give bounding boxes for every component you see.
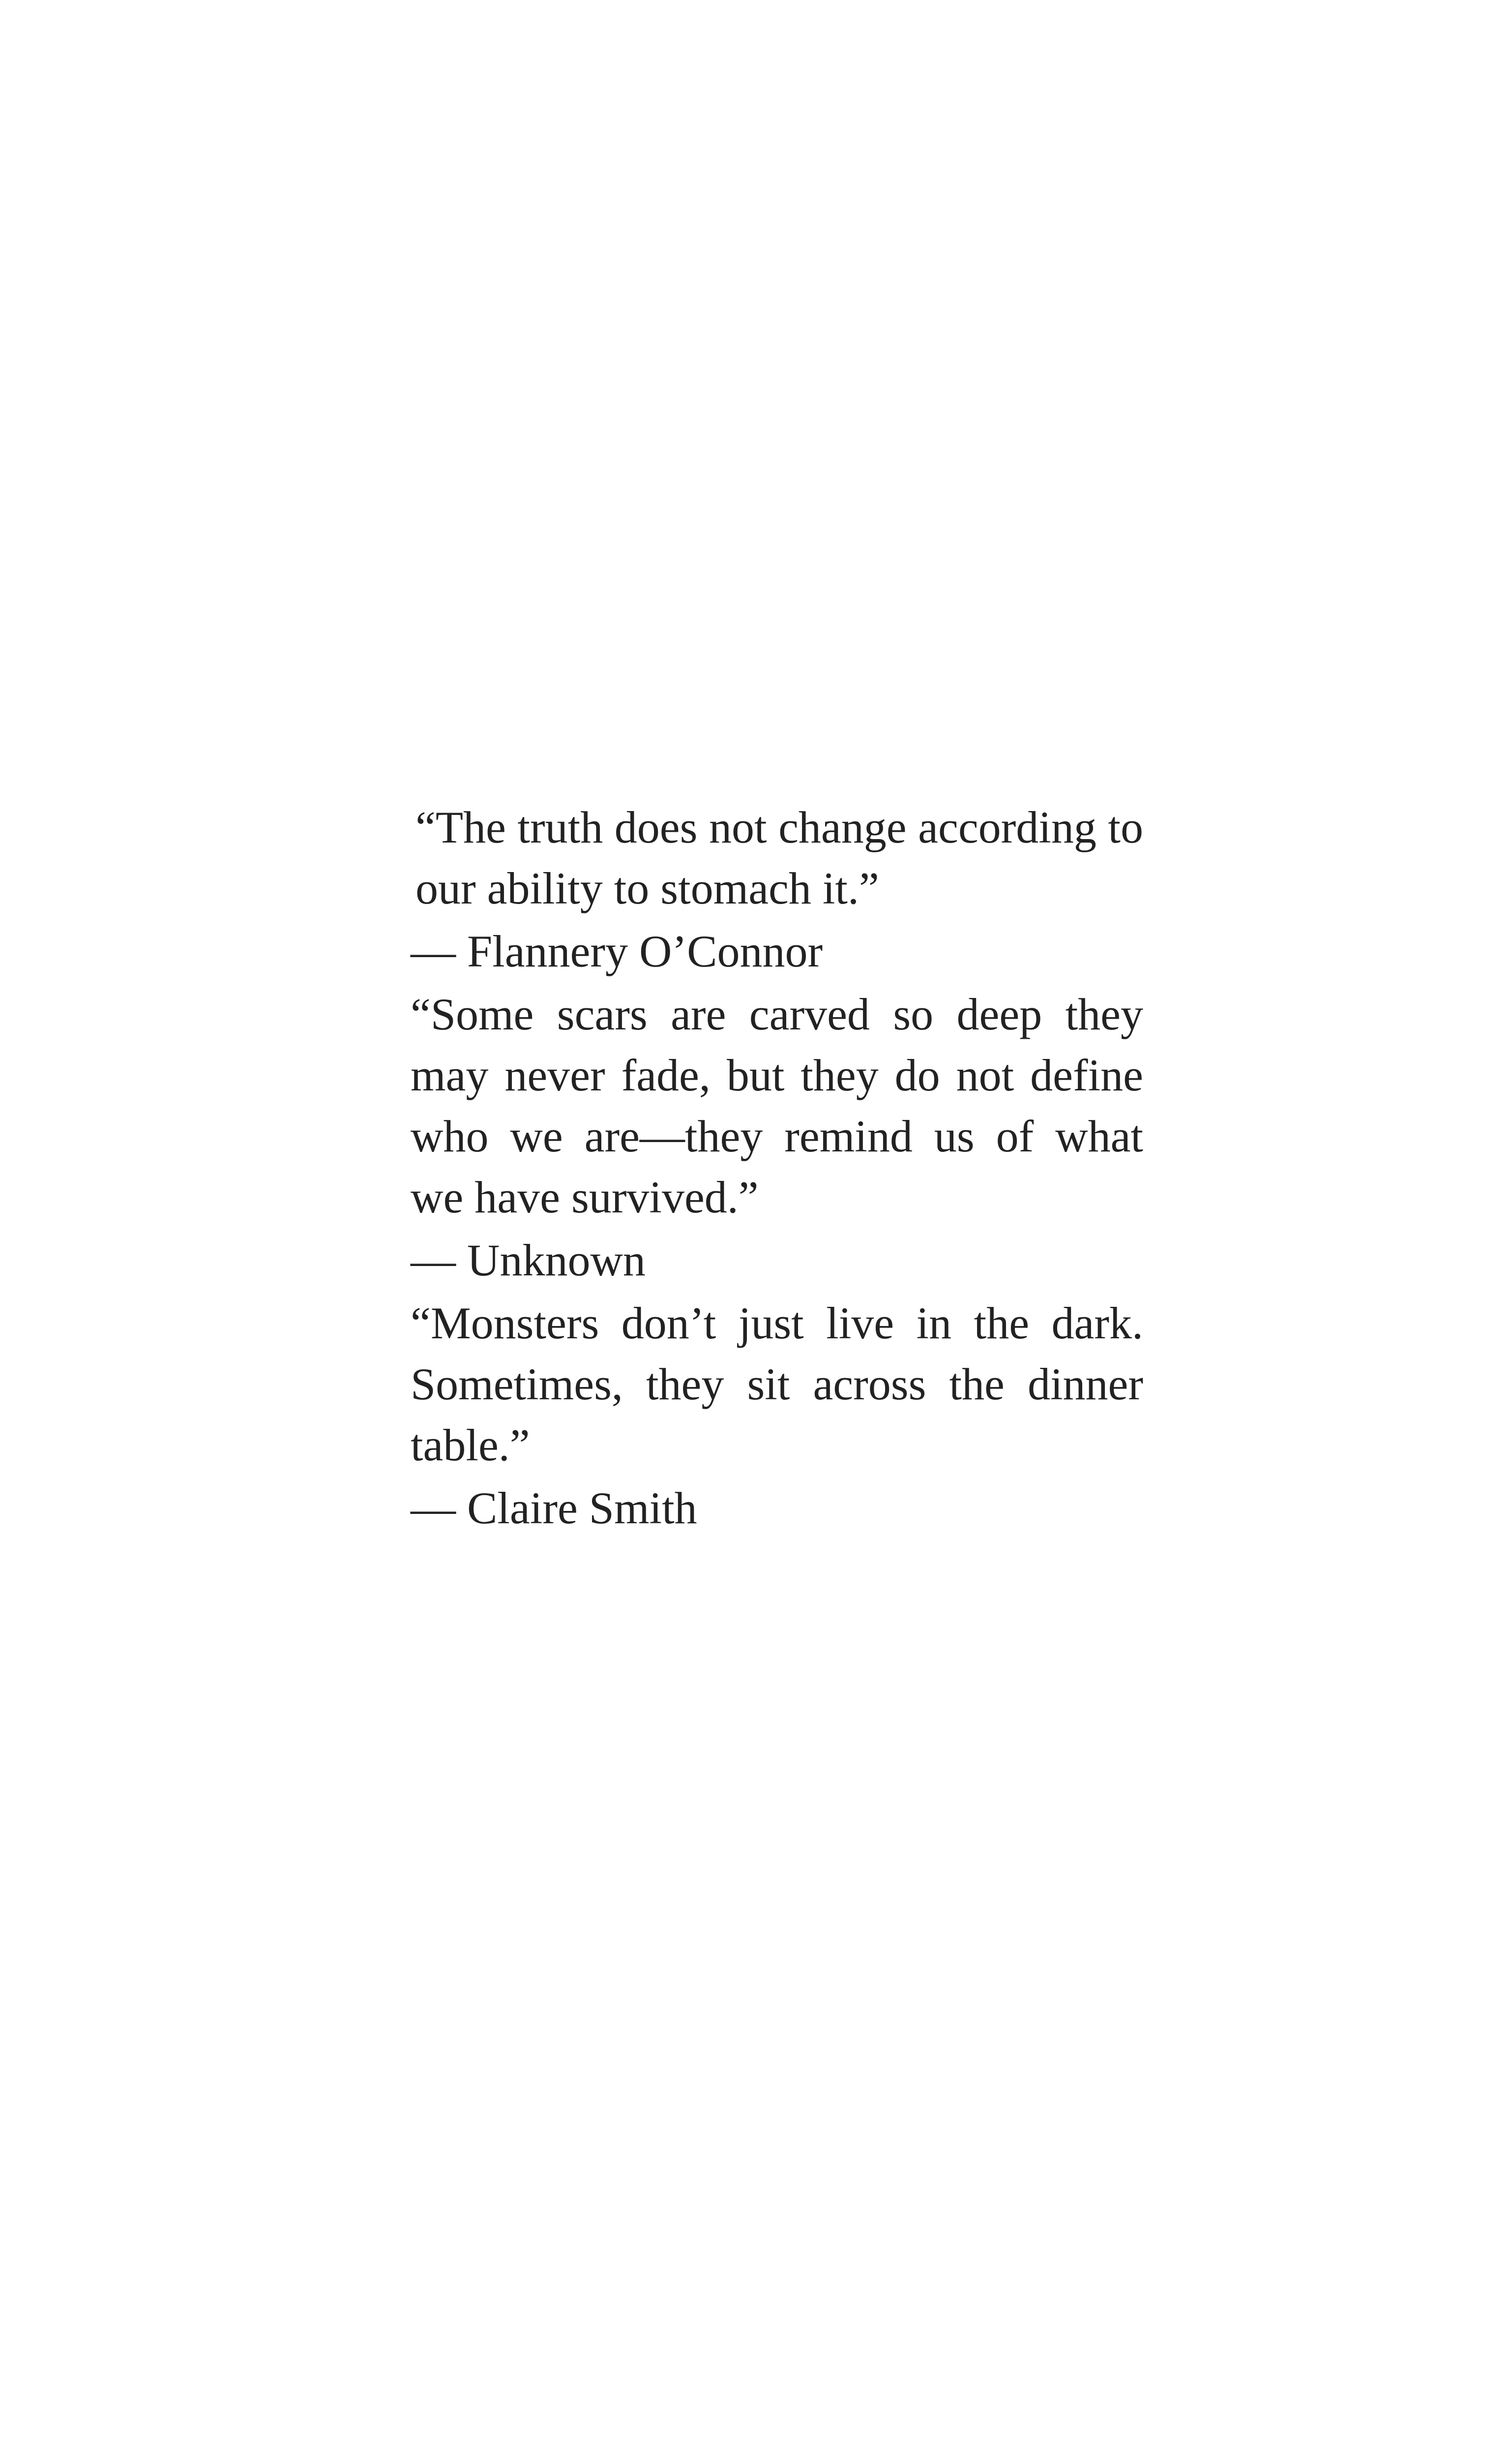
- epigraph-quote: “Monsters don’t just live in the dark. Sometimes, they sit across the dinner table.”: [411, 1298, 1143, 1470]
- epigraph-attribution: — Flannery O’Connor: [411, 926, 823, 976]
- epigraph-quote: “Some scars are carved so deep they may never fade, but they do not define who we are—they remind us of what we have survived.”: [411, 989, 1143, 1222]
- epigraph-quote: “The truth does not change according to our ability to stomach it.”: [415, 802, 1143, 913]
- epigraph-attribution: — Claire Smith: [411, 1483, 697, 1533]
- epigraph-attribution: — Unknown: [411, 1235, 646, 1285]
- epigraph-block: [411, 797, 1143, 1540]
